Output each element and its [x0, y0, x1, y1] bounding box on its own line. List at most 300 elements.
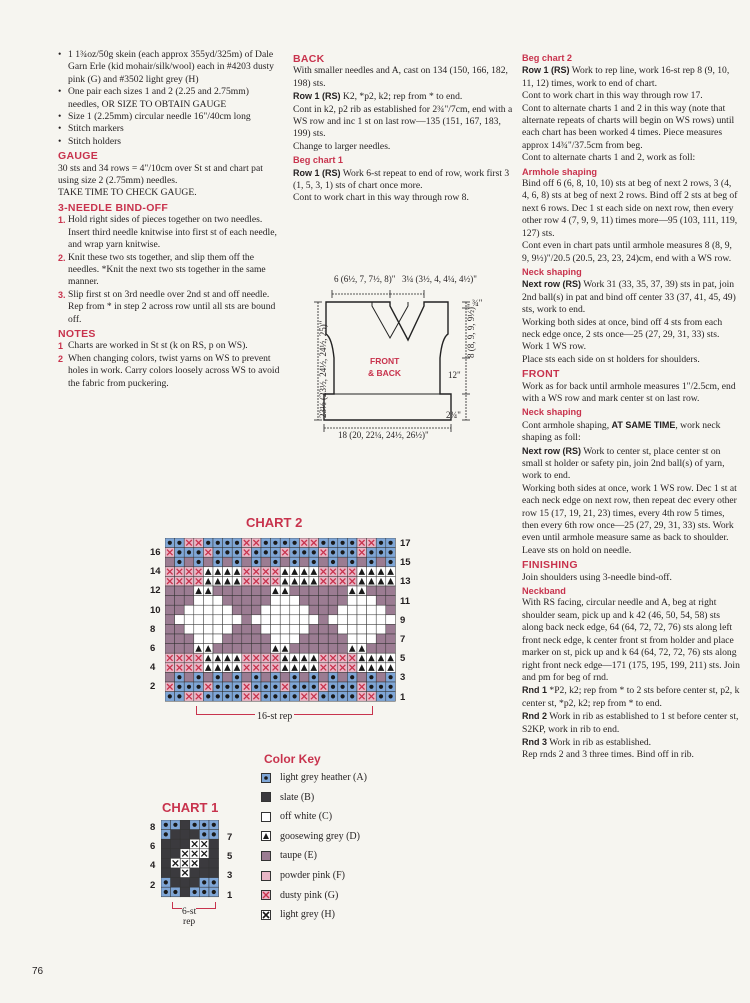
chart-symbol: [292, 685, 296, 689]
row-label: Next row (RS): [522, 279, 582, 290]
chart-cell: [165, 557, 175, 567]
chart-cell: [290, 634, 300, 644]
chart-cell: [194, 624, 204, 634]
chart-cell: [242, 605, 252, 615]
chart-cell: [271, 624, 281, 634]
chart-symbol: [273, 560, 277, 564]
chart-cell: [232, 624, 242, 634]
chart-cell: [232, 596, 242, 606]
chart2-row-label: 1: [400, 691, 406, 703]
chart-symbol: [340, 685, 344, 689]
chart-cell: [190, 878, 200, 888]
chart-symbol: [340, 550, 344, 554]
chart1-row-label: 2: [150, 879, 156, 891]
back-row1: [293, 90, 515, 103]
rnd-label: Rnd 2: [522, 711, 548, 722]
bullet: •: [58, 123, 62, 135]
chart-symbol: [177, 694, 181, 698]
row-text: Work 6-st repeat to end of row, work first 3 (1, 5, 3, 1) sts of chart once more.: [293, 167, 510, 192]
chart-symbol: [292, 541, 296, 545]
chart-symbol: [331, 560, 335, 564]
notes-list: [58, 340, 280, 390]
chart-cell: [367, 634, 377, 644]
chart-symbol: [206, 694, 210, 698]
chart-cell: [161, 868, 171, 878]
chart2-row-label: 12: [150, 585, 161, 597]
chart1-title: CHART 1: [162, 800, 219, 815]
chart-symbol: [177, 685, 181, 689]
chart-cell: [203, 634, 213, 644]
chart-symbol: [379, 694, 383, 698]
chart-cell: [271, 615, 281, 625]
chart-symbol: [302, 550, 306, 554]
chart-cell: [203, 615, 213, 625]
chart-cell: [319, 615, 329, 625]
chart-cell: [319, 624, 329, 634]
chart2-row-label: 16: [150, 547, 161, 558]
rnd-text: Work in rib as established to 1 st before center st, S2KP, work in rib to end.: [522, 711, 739, 735]
chart-symbol: [273, 550, 277, 554]
back-heading: BACK: [293, 53, 325, 65]
chart-symbol: [192, 890, 196, 894]
chart-cell: [328, 586, 338, 596]
chart-cell: [165, 605, 175, 615]
color-key-item: [261, 870, 345, 881]
chart-symbol: [350, 550, 354, 554]
neckband-heading: Neckband: [522, 586, 566, 597]
chart-symbol: [369, 550, 373, 554]
chart-cell: [175, 605, 185, 615]
chart-cell: [299, 586, 309, 596]
chart-cell: [261, 615, 271, 625]
chart-cell: [223, 596, 233, 606]
chart-cell: [299, 557, 309, 567]
chart-symbol: [388, 550, 392, 554]
chart2-row-label: 9: [400, 614, 406, 626]
chart-symbol: [216, 694, 220, 698]
chart-cell: [357, 557, 367, 567]
chart-cell: [180, 839, 190, 849]
chart-symbol: [321, 694, 325, 698]
chart-cell: [280, 596, 290, 606]
chart-symbol: [321, 541, 325, 545]
chart-symbol: [164, 880, 168, 884]
chart-symbol: [212, 880, 216, 884]
chart-symbol: [302, 685, 306, 689]
chart-cell: [184, 615, 194, 625]
chart-cell: [309, 634, 319, 644]
note-item: [58, 353, 280, 390]
chart-symbol: [340, 694, 344, 698]
chart1-row-label: 3: [227, 870, 233, 882]
chart-cell: [299, 672, 309, 682]
chart-symbol: [369, 685, 373, 689]
chart-cell: [338, 605, 348, 615]
chart1-grid: [161, 820, 221, 902]
armhole-p2: Cont even in chart pats until armhole measures 8 (8, 9, 9, 9½)"/20.5 (20.5, 23, 23, 24)cm, end with a WS row.: [522, 240, 732, 264]
color-key-item: [261, 811, 332, 822]
chart-symbol: [388, 560, 392, 564]
chart-cell: [242, 596, 252, 606]
color-key-title: Color Key: [264, 752, 321, 766]
neck-p3: Place sts each side on st holders for shoulders.: [522, 353, 700, 365]
chart-cell: [271, 605, 281, 615]
chart-cell: [309, 615, 319, 625]
row-label: Row 1 (RS): [293, 167, 341, 178]
chart-cell: [161, 849, 171, 859]
chart-cell: [232, 644, 242, 654]
chart-cell: [328, 615, 338, 625]
chart-cell: [180, 820, 190, 830]
note-text: Charts are worked in St st (k on RS, p on WS).: [68, 340, 248, 352]
chart-cell: [309, 586, 319, 596]
swatch-icon: [261, 792, 271, 802]
chart-cell: [376, 605, 386, 615]
chart-cell: [290, 605, 300, 615]
chart-symbol: [292, 560, 296, 564]
color-key-item: [261, 850, 317, 861]
chart-cell: [338, 596, 348, 606]
chart-cell: [251, 634, 261, 644]
chart-cell: [338, 586, 348, 596]
chart-cell: [357, 596, 367, 606]
chart-symbol: [196, 675, 200, 679]
chart-symbol: [283, 694, 287, 698]
chart-cell: [319, 634, 329, 644]
chart-cell: [261, 605, 271, 615]
chart-symbol: [264, 550, 268, 554]
chart-symbol: [168, 541, 172, 545]
chart-symbol: [202, 880, 206, 884]
dim-rib: 2¾": [446, 410, 461, 420]
chart-cell: [347, 596, 357, 606]
color-key-item: [261, 831, 360, 842]
chart-symbol: [379, 550, 383, 554]
chart-symbol: [177, 560, 181, 564]
chart-cell: [175, 615, 185, 625]
chart1-row-label: 7: [227, 832, 233, 843]
chart-symbol: [264, 685, 268, 689]
chart-symbol: [254, 560, 258, 564]
chart-cell: [232, 586, 242, 596]
schematic-diagram: [306, 272, 506, 452]
chart-cell: [319, 605, 329, 615]
chart-symbol: [196, 550, 200, 554]
chart-cell: [347, 605, 357, 615]
color-key-label: dusty pink (G): [280, 889, 339, 901]
chart-cell: [309, 605, 319, 615]
chart-cell: [261, 596, 271, 606]
row-label: Row 1 (RS): [293, 91, 341, 102]
chart-cell: [175, 624, 185, 634]
chart-symbol: [212, 890, 216, 894]
chart-symbol: [235, 694, 239, 698]
chart-cell: [338, 557, 348, 567]
rep-label-line: 6-st: [182, 907, 197, 917]
rnd-last: Rep rnds 2 and 3 three times. Bind off in rib.: [522, 749, 694, 761]
chart-symbol: [388, 541, 392, 545]
chart-symbol: [273, 694, 277, 698]
chart-symbol: [206, 541, 210, 545]
column-charts-front: [522, 51, 740, 762]
front-neck-heading: Neck shaping: [522, 407, 582, 418]
chart-symbol: [273, 675, 277, 679]
dim-top-left: 6 (6½, 7, 7½, 8)": [334, 274, 396, 284]
chart2-title: CHART 2: [246, 515, 303, 530]
chart-cell: [357, 634, 367, 644]
text: Cont armhole shaping,: [522, 419, 612, 431]
text: , work neck shaping as foll:: [522, 419, 721, 444]
chart-cell: [319, 672, 329, 682]
armhole-p1: Bind off 6 (6, 8, 10, 10) sts at beg of next 2 rows, 3 (4, 4, 6, 8) sts at beg of next 2 rows. Bind off 2 sts at beg of next 6 rows. Dec 1 st each side on next row, then every other row 4 (7, 9, 9, 11) times more—95 (103, 111, 119, 127) sts.: [522, 178, 738, 239]
rnd-label: Rnd 1: [522, 685, 548, 696]
chart-cell: [290, 644, 300, 654]
chart-cell: [319, 586, 329, 596]
chart-cell: [328, 605, 338, 615]
chart-cell: [171, 830, 181, 840]
chart-cell: [357, 615, 367, 625]
note-number: 2: [58, 353, 64, 364]
chart-symbol: [225, 541, 229, 545]
notes-heading: NOTES: [58, 327, 96, 340]
material-item: [58, 49, 280, 86]
chart-cell: [165, 644, 175, 654]
bindoff-step: [58, 252, 280, 289]
chart-symbol: [340, 541, 344, 545]
chart-cell: [223, 634, 233, 644]
gauge-heading: GAUGE: [58, 150, 99, 163]
chart-cell: [165, 624, 175, 634]
step-number: 2.: [58, 252, 66, 263]
chart-symbol: [173, 890, 177, 894]
chart-cell: [184, 596, 194, 606]
chart-cell: [299, 605, 309, 615]
chart-cell: [213, 586, 223, 596]
chart-cell: [367, 596, 377, 606]
chart1-row-label: 6: [150, 841, 156, 853]
chart-cell: [175, 634, 185, 644]
chart1-rep-label: [182, 907, 196, 927]
front-neck-p2: Working both sides at once, work 1 WS row. Dec 1 st at each neck edge on next row, then repeat dec every other row 15 (17, 19, 21, 23) times, every 4th row 5 times, then every 6th row once—25 (27, 29, 31, 33) sts. Work even until armhole measure same as back to shoulder. Leave sts on hold on needle.: [522, 482, 737, 556]
chart-symbol: [350, 694, 354, 698]
swatch-icon: [261, 851, 271, 861]
chart-symbol: [212, 823, 216, 827]
front-neck-row: [522, 445, 740, 483]
back-cast-on: With smaller needles and A, cast on 134 (150, 166, 182, 198) sts.: [293, 65, 508, 89]
chart-cell: [171, 839, 181, 849]
chart-symbol: [212, 832, 216, 836]
chart-cell: [376, 615, 386, 625]
chart-symbol: [187, 685, 191, 689]
chart-cell: [386, 615, 396, 625]
chart-symbol: [235, 685, 239, 689]
chart-cell: [194, 596, 204, 606]
chart-symbol: [177, 541, 181, 545]
chart2-row-label: 14: [150, 566, 161, 578]
chart-cell: [376, 644, 386, 654]
swatch-icon: [261, 831, 271, 841]
color-key-label: slate (B): [280, 791, 315, 803]
color-key-item: [261, 772, 367, 783]
gauge-text: 30 sts and 34 rows = 4"/10cm over St st and chart pat using size 2 (2.75mm) needles.: [58, 162, 263, 187]
chart-cell: [175, 644, 185, 654]
chart-symbol: [388, 685, 392, 689]
chart-cell: [280, 624, 290, 634]
beg-chart1-row: [293, 167, 515, 193]
chart-cell: [190, 830, 200, 840]
chart-cell: [386, 586, 396, 596]
chart-symbol: [292, 550, 296, 554]
chart-symbol: [254, 685, 258, 689]
chart-cell: [213, 596, 223, 606]
chart-cell: [299, 624, 309, 634]
chart-cell: [319, 644, 329, 654]
bullet: •: [58, 86, 62, 98]
chart-symbol: [202, 823, 206, 827]
chart-cell: [261, 557, 271, 567]
chart-cell: [338, 624, 348, 634]
chart-symbol: [196, 685, 200, 689]
chart-cell: [290, 586, 300, 596]
chart2-row-label: 11: [400, 595, 411, 607]
chart-symbol: [177, 550, 181, 554]
chart-cell: [232, 615, 242, 625]
chart-cell: [280, 634, 290, 644]
row-text: Work 31 (33, 35, 37, 39) sts in pat, join 2nd ball(s) in pat and bind off center 33 (37, 41, 45, 49) sts, work to end.: [522, 279, 736, 316]
chart-cell: [261, 672, 271, 682]
beg-chart1-heading: Beg chart 1: [293, 155, 344, 166]
chart-symbol: [173, 823, 177, 827]
chart-cell: [251, 605, 261, 615]
chart-symbol: [202, 890, 206, 894]
chart-symbol: [216, 675, 220, 679]
rnd2: [522, 710, 740, 736]
chart-symbol: [283, 541, 287, 545]
chart-cell: [165, 615, 175, 625]
row-text: K2, *p2, k2; rep from * to end.: [340, 91, 463, 103]
bindoff-steps: [58, 214, 280, 326]
chart-cell: [251, 596, 261, 606]
chart-cell: [357, 624, 367, 634]
material-item: [58, 136, 280, 148]
chart2-row-label: 10: [150, 604, 161, 616]
chart-symbol: [216, 560, 220, 564]
beg-chart1-cont: Cont to work chart in this way through row 8.: [293, 192, 469, 204]
chart-cell: [319, 557, 329, 567]
chart-symbol: [264, 541, 268, 545]
front-p1: Work as for back until armhole measures 1"/2.5cm, end with a WS row and mark center st on last row.: [522, 380, 736, 404]
bullet: •: [58, 135, 62, 147]
chart-cell: [271, 596, 281, 606]
beg-chart2-p2: Cont to alternate charts 1 and 2 in this way (note that alternate repeats of charts will begin on WS rows) until each chart has been worked 4 times. Piece measures approx 14¾"/37.5cm from beg.: [522, 102, 735, 151]
material-text: Stitch markers: [68, 123, 124, 135]
chart-symbol: [216, 550, 220, 554]
step-number: 1.: [58, 215, 66, 226]
neck-heading: Neck shaping: [522, 266, 582, 277]
chart-cell: [242, 586, 252, 596]
chart-cell: [242, 644, 252, 654]
chart-symbol: [168, 694, 172, 698]
beg-chart2-p1: Cont to work chart in this way through row 17.: [522, 90, 703, 102]
swatch-icon: [261, 890, 271, 900]
chart-cell: [199, 868, 209, 878]
chart1-row-label: 8: [150, 822, 156, 833]
swatch-icon: [261, 812, 271, 822]
material-text: Stitch holders: [68, 135, 122, 147]
chart-cell: [376, 586, 386, 596]
chart-symbol: [192, 823, 196, 827]
gauge-note: TAKE TIME TO CHECK GAUGE.: [58, 187, 197, 199]
chart-cell: [386, 605, 396, 615]
beg-chart2-p3: Cont to alternate charts 1 and 2, work as foll:: [522, 152, 696, 164]
color-key-item: [261, 792, 314, 803]
rnd1: [522, 684, 740, 710]
chart2-row-label: 5: [400, 653, 406, 665]
chart-symbol: [350, 685, 354, 689]
chart-cell: [357, 605, 367, 615]
chart-cell: [184, 634, 194, 644]
chart-cell: [376, 596, 386, 606]
rnd-text: *P2, k2; rep from * to 2 sts before center st, p2, k center st, *p2, k2; rep from * to end.: [522, 685, 740, 709]
chart-symbol: [388, 675, 392, 679]
chart-symbol: [164, 823, 168, 827]
chart-cell: [175, 586, 185, 596]
dim-body: 12": [448, 370, 461, 380]
chart-cell: [184, 624, 194, 634]
chart-cell: [232, 634, 242, 644]
chart-cell: [357, 672, 367, 682]
chart-symbol: [379, 685, 383, 689]
chart-cell: [232, 605, 242, 615]
chart-cell: [184, 586, 194, 596]
chart-cell: [171, 878, 181, 888]
chart-symbol: [312, 560, 316, 564]
chart-symbol: [225, 550, 229, 554]
chart1-row-label: 4: [150, 860, 156, 872]
chart-cell: [251, 615, 261, 625]
rnd-label: Rnd 3: [522, 736, 548, 747]
chart-cell: [223, 644, 233, 654]
chart-cell: [180, 878, 190, 888]
chart-cell: [328, 624, 338, 634]
chart-cell: [309, 644, 319, 654]
chart-cell: [347, 624, 357, 634]
neckband-p1: With RS facing, circular needle and A, beg at right shoulder seam, pick up and k 42 (46, 50, 54, 58) sts along back neck edge, 64 (64, 72, 72, 76) sts along left front neck edge, k center front st from holder and place marker on st, pick up and k 64 (64, 72, 72, 76) sts along right front neck edge—171 (175, 195, 199, 211) sts. Join and pm for beg of rnd.: [522, 597, 740, 683]
back-change: Change to larger needles.: [293, 140, 391, 152]
color-key-item: [261, 890, 338, 901]
swatch-icon: [261, 871, 271, 881]
chart-symbol: [369, 675, 373, 679]
chart-cell: [180, 830, 190, 840]
chart-cell: [376, 672, 386, 682]
dim-top-right: 3¼ (3½, 4, 4¼, 4½)": [402, 274, 477, 284]
column-materials: [58, 49, 280, 390]
chart-symbol: [350, 675, 354, 679]
chart-cell: [261, 644, 271, 654]
chart-cell: [209, 858, 219, 868]
chart2-row-label: 13: [400, 576, 411, 588]
chart-symbol: [254, 675, 258, 679]
chart-symbol: [177, 675, 181, 679]
chart1-row-label: 5: [227, 851, 233, 863]
chart-symbol: [350, 541, 354, 545]
chart2-row-label: 15: [400, 557, 411, 569]
chart-symbol: [235, 560, 239, 564]
chart-cell: [367, 624, 377, 634]
chart-cell: [309, 624, 319, 634]
material-item: [58, 86, 280, 111]
chart-symbol: [312, 550, 316, 554]
